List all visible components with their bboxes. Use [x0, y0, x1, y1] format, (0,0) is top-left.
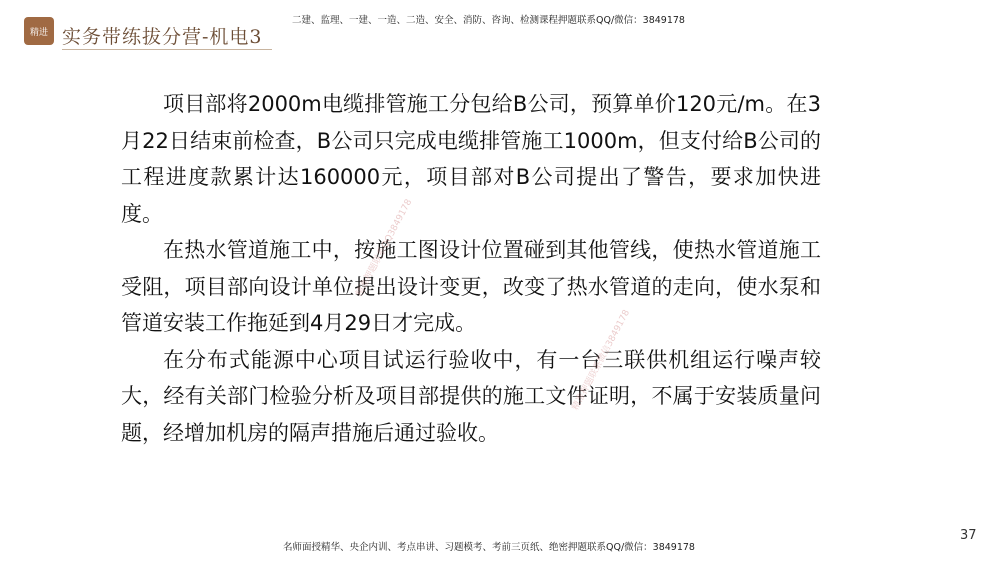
title-underline [62, 49, 272, 50]
logo-text: 精进 [29, 27, 48, 38]
watermark: 精准押题联系微信3849178 [570, 308, 633, 413]
bottom-contact-banner: 名师面授精华、央企内训、考点串讲、习题模考、考前三页纸、绝密押题联系QQ/微信：3849178 [283, 542, 695, 553]
top-contact-banner: 二建、监理、一建、一造、二造、安全、消防、咨询、检测课程押题联系QQ/微信：3849178 [292, 15, 685, 26]
watermark: 精准押题联系QQ3849178 [354, 197, 415, 299]
course-title: 实务带练拔分营-机电3 [62, 26, 263, 48]
paragraph-1: 项目部将2000m电缆排管施工分包给B公司，预算单价120元/m。在3月22日结束前检查，B公司只完成电缆排管施工1000m，但支付给B公司的工程进度款累计达160000元，项目部对B公司提出了警告，要求加快进度。 [121, 92, 821, 226]
brand-logo [24, 17, 54, 45]
paragraph-2: 在热水管道施工中，按施工图设计位置碰到其他管线，使热水管道施工受阻，项目部向设计单位提出设计变更，改变了热水管道的走向，使水泵和管道安装工作拖延到4月29日才完成。 [121, 238, 821, 335]
page-number: 37 [960, 528, 977, 543]
slide-body [121, 86, 821, 451]
paragraph-3: 在分布式能源中心项目试运行验收中，有一台三联供机组运行噪声较大，经有关部门检验分析及项目部提供的施工文件证明，不属于安装质量问题，经增加机房的隔声措施后通过验收。 [121, 347, 821, 445]
